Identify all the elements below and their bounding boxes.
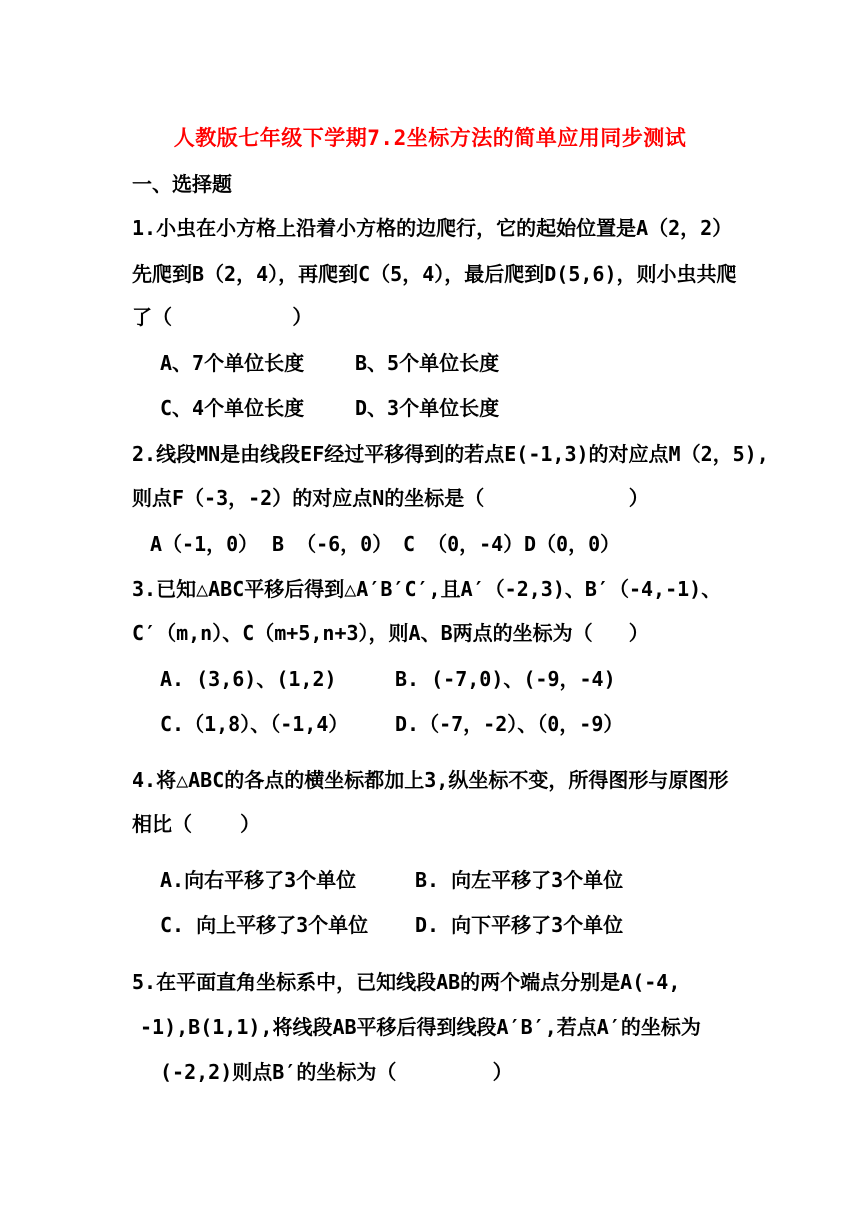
question-2-option-b: B （-6，0）	[272, 532, 393, 556]
question-5-line-2: -1),B(1,1),将线段AB平移后得到线段A′B′,若点A′的坐标为	[140, 1015, 701, 1039]
question-2-option-a: A（-1，0）	[150, 532, 259, 556]
question-3-option-a: A. (3,6)、(1,2)	[160, 667, 337, 691]
question-3-option-c: C.（1,8）、（-1,4）	[160, 712, 349, 736]
question-4-option-c: C. 向上平移了3个单位	[160, 913, 369, 937]
question-2-option-c: C （0，-4）	[403, 532, 524, 556]
question-4-option-d: D. 向下平移了3个单位	[415, 913, 624, 937]
question-4-option-b: B. 向左平移了3个单位	[415, 868, 624, 892]
question-2-line-1: 2.线段MN是由线段EF经过平移得到的若点E(-1,3)的对应点M（2，5),	[132, 442, 769, 466]
question-3-line-1: 3.已知△ABC平移后得到△A′B′C′,且A′（-2,3)、B′（-4,-1)、	[132, 577, 722, 601]
question-3-line-2: C′（m,n）、C（m+5,n+3），则A、B两点的坐标为（ ）	[132, 621, 649, 645]
question-1-option-d: D、3个单位长度	[355, 396, 500, 420]
question-1-line-3: 了（ ）	[132, 305, 313, 329]
question-1-line-2: 先爬到B（2，4），再爬到C（5，4），最后爬到D(5,6)，则小虫共爬	[132, 262, 737, 286]
question-4-option-a: A.向右平移了3个单位	[160, 868, 357, 892]
question-1-line-1: 1.小虫在小方格上沿着小方格的边爬行，它的起始位置是A（2，2）	[132, 216, 733, 240]
document-title: 人教版七年级下学期7.2坐标方法的简单应用同步测试	[173, 126, 687, 150]
question-1-option-c: C、4个单位长度	[160, 396, 305, 420]
question-2-option-d: D（0，0）	[524, 532, 621, 556]
question-4-line-2: 相比（ ）	[132, 812, 261, 836]
question-5-line-1: 5.在平面直角坐标系中，已知线段AB的两个端点分别是A(-4,	[132, 970, 681, 994]
question-4-line-1: 4.将△ABC的各点的横坐标都加上3,纵坐标不变，所得图形与原图形	[132, 768, 729, 792]
question-1-option-a: A、7个单位长度	[160, 351, 305, 375]
section-heading: 一、选择题	[132, 172, 232, 196]
question-3-option-b: B. (-7,0)、(-9，-4)	[395, 667, 616, 691]
question-3-option-d: D.（-7，-2）、（0，-9）	[395, 712, 624, 736]
question-1-option-b: B、5个单位长度	[355, 351, 500, 375]
question-2-line-2: 则点F（-3，-2）的对应点N的坐标是（ ）	[132, 486, 649, 510]
question-5-line-3: (-2,2)则点B′的坐标为（ ）	[160, 1060, 513, 1084]
